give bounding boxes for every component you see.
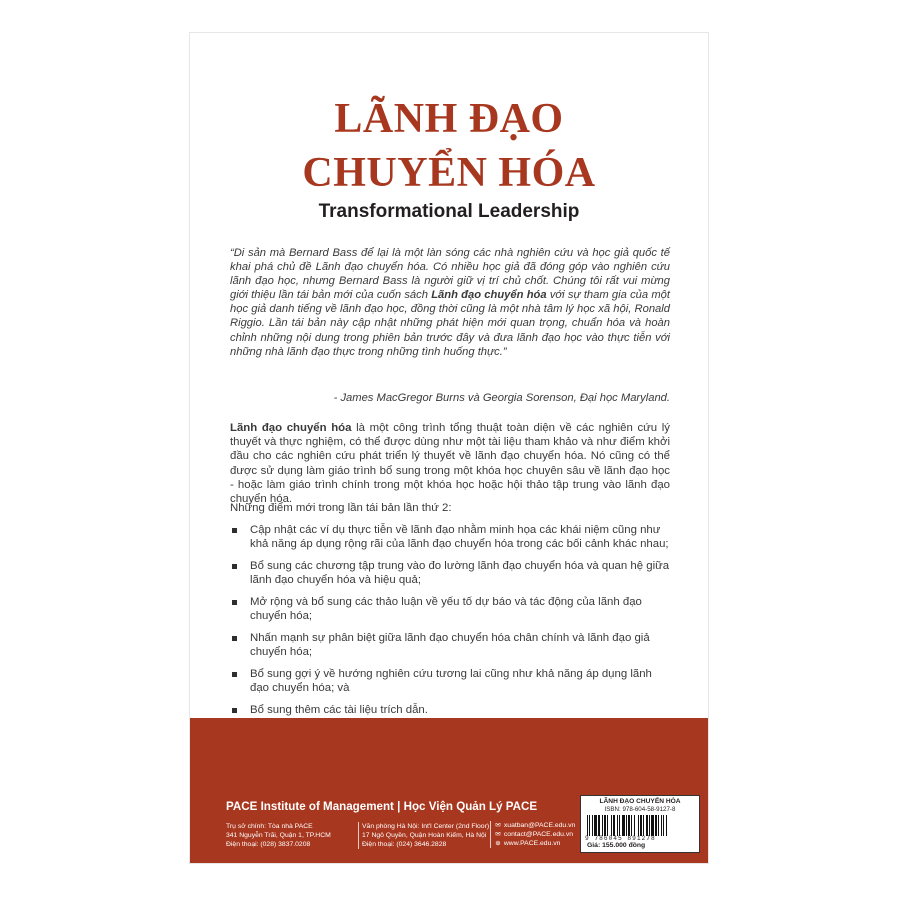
- barcode-stripe: [589, 815, 590, 836]
- barcode-stripe: [661, 815, 662, 836]
- list-item-text: Cập nhật các ví dụ thực tiễn về lãnh đạo nhằm minh họa các khái niệm cũng như khả năng áp dụng rộng rãi của lãnh đạo chuyển hóa trong các bối cảnh khác nhau;: [250, 524, 669, 551]
- price-text: Giá: 155.000 đồng: [587, 842, 646, 849]
- barcode-stripe: [663, 815, 664, 836]
- list-item: [230, 559, 670, 587]
- list-item: [230, 667, 670, 695]
- hq-address: [226, 822, 354, 849]
- barcode-stripe: [655, 815, 657, 836]
- barcode-stripe: [626, 815, 627, 836]
- new-points-heading: Những điểm mới trong lần tái bản lần thứ 2:: [230, 502, 452, 514]
- publisher-name: PACE Institute of Management | Học Viện Quản Lý PACE: [226, 800, 538, 813]
- list-item-text: Bổ sung gợi ý về hướng nghiên cứu tương lai cũng như khả năng áp dụng lãnh đạo chuyển hóa; và: [250, 667, 652, 694]
- hn-line1: Văn phòng Hà Nội: Int'l Center (2nd Floor): [362, 823, 490, 830]
- list-item-text: Mở rộng và bổ sung các thảo luận về yếu tố dự báo và tác động của lãnh đạo chuyển hóa;: [250, 595, 642, 623]
- hn-line2: 17 Ngô Quyền, Quận Hoàn Kiếm, Hà Nội: [362, 832, 487, 839]
- barcode-stripe: [649, 815, 650, 836]
- barcode-stripe: [666, 815, 667, 836]
- book-description: [230, 421, 670, 506]
- list-item-text: Bổ sung các chương tập trung vào đo lường lãnh đạo chuyển hóa và quan hệ giữa lãnh đạo chuyển hóa và hiệu quả;: [250, 559, 670, 587]
- description-book-title: Lãnh đạo chuyển hóa: [230, 422, 352, 434]
- email1-link[interactable]: xuatban@PACE.edu.vn: [503, 822, 576, 829]
- globe-icon: ⊕: [495, 840, 501, 847]
- barcode-stripe: [638, 815, 639, 836]
- barcode-stripe: [617, 815, 618, 836]
- hq-phone: Điện thoại: (028) 3837.0208: [226, 841, 311, 848]
- publisher-band: [190, 718, 708, 863]
- endorsement-quote: [230, 246, 670, 359]
- barcode-stripe: [622, 815, 625, 836]
- hanoi-address: [358, 822, 490, 849]
- barcode-stripe: [640, 815, 642, 836]
- barcode-icon: [587, 815, 695, 836]
- barcode-stripe: [646, 815, 648, 836]
- barcode-box: [580, 795, 700, 853]
- new-points-list: [230, 523, 670, 724]
- barcode-stripe: [651, 815, 654, 836]
- barcode-stripe: [628, 815, 630, 836]
- barcode-stripe: [643, 815, 644, 836]
- barcode-digits: 9 786045 891278: [585, 835, 656, 842]
- barcode-stripe: [658, 815, 659, 836]
- barcode-stripe: [604, 815, 606, 836]
- hn-phone: Điện thoại: (024) 3646.2828: [362, 841, 447, 848]
- hq-line1: Trụ sở chính: Tòa nhà PACE: [226, 823, 313, 830]
- publisher-contacts: [490, 821, 576, 848]
- barcode-stripe: [611, 815, 612, 836]
- bullet-icon: [232, 528, 237, 533]
- book-title-line2: CHUYỂN HÓA: [302, 150, 596, 196]
- list-item: [230, 631, 670, 659]
- bullet-icon: [232, 636, 237, 641]
- barcode-stripe: [594, 815, 597, 836]
- contact-website: [494, 839, 569, 848]
- website-link[interactable]: www.PACE.edu.vn: [503, 840, 561, 847]
- hq-line2: 341 Nguyễn Trãi, Quận 1, TP.HCM: [226, 832, 331, 839]
- contact-email1: [494, 821, 576, 830]
- book-subtitle: Transformational Leadership: [318, 201, 580, 222]
- bullet-icon: [232, 564, 237, 569]
- book-back-cover: [190, 33, 708, 863]
- barcode-stripe: [634, 815, 635, 836]
- barcode-stripe: [631, 815, 632, 836]
- list-item-text: Nhấn mạnh sự phân biệt giữa lãnh đạo chuyển hóa chân chính và lãnh đạo giả chuyển hóa;: [250, 631, 650, 658]
- bullet-icon: [232, 708, 237, 713]
- list-item: [230, 595, 670, 623]
- quote-book-title: Lãnh đạo chuyển hóa: [431, 289, 547, 302]
- isbn-text: ISBN: 978-604-58-9127-8: [604, 806, 676, 813]
- barcode-stripe: [598, 815, 600, 836]
- quote-text-2: với sự tham gia của một học giả danh tiếng về lãnh đạo học, đồng thời cũng là một nhà tâm lý học xã hội, Ronald Riggio. Lần tái bản này cập nhật những phát hiện mới quan trọng, chuẩn hóa và hoàn chỉnh những nội dung trong phiên bản trước đây và đưa lãnh đạo học vào thực tiễn với những nhà lãnh đạo thực trong những tình huống thực.”: [230, 289, 670, 358]
- bullet-icon: [232, 672, 237, 677]
- list-item-text: Bổ sung thêm các tài liệu trích dẫn.: [250, 703, 428, 716]
- email-icon: ✉: [495, 822, 501, 829]
- quote-text-1: “Di sản mà Bernard Bass để lại là một làn sóng các nhà nghiên cứu và học giả quốc tế khai phá chủ đề Lãnh đạo chuyển hóa. Có nhiều học giả đã đóng góp vào nghiên cứu lãnh đạo học, nhưng Bernard Bass là người giữ vị trí chủ chốt. Chúng tôi rất vui mừng giới thiệu lần tái bản mới của cuốn sách: [230, 247, 670, 302]
- contact-email2: [494, 830, 574, 839]
- description-text: là một công trình tổng thuật toàn diện về các nghiên cứu lý thuyết và thực nghiệm, có thể được dùng như một tài liệu tham khảo và như điểm khởi đầu cho các nghiên cứu phát triển lý thuyết về lãnh đạo chuyển hóa. Nó cũng có thể được sử dụng làm giáo trình bổ sung trong một khóa học chuyên sâu về lãnh đạo học - hoặc làm giáo trình chính trong một khóa học hoặc hội thảo tập trung vào lãnh đạo chuyển hóa.: [230, 422, 670, 506]
- barcode-stripe: [619, 815, 620, 836]
- list-item: [230, 703, 670, 717]
- bullet-icon: [232, 600, 237, 605]
- email2-link[interactable]: contact@PACE.edu.vn: [503, 831, 574, 838]
- email-icon: ✉: [495, 831, 501, 838]
- list-item: [230, 523, 670, 551]
- book-title-line1: LÃNH ĐẠO: [334, 96, 564, 142]
- barcode-stripe: [592, 815, 593, 836]
- quote-attribution: - James MacGregor Burns và Georgia Sorenson, Đại học Maryland.: [333, 392, 670, 404]
- barcode-stripe: [613, 815, 615, 836]
- barcode-stripe: [587, 815, 588, 836]
- barcode-stripe: [607, 815, 608, 836]
- barcode-stripe: [602, 815, 603, 836]
- barcode-book-title: LÃNH ĐẠO CHUYỂN HÓA: [599, 798, 681, 805]
